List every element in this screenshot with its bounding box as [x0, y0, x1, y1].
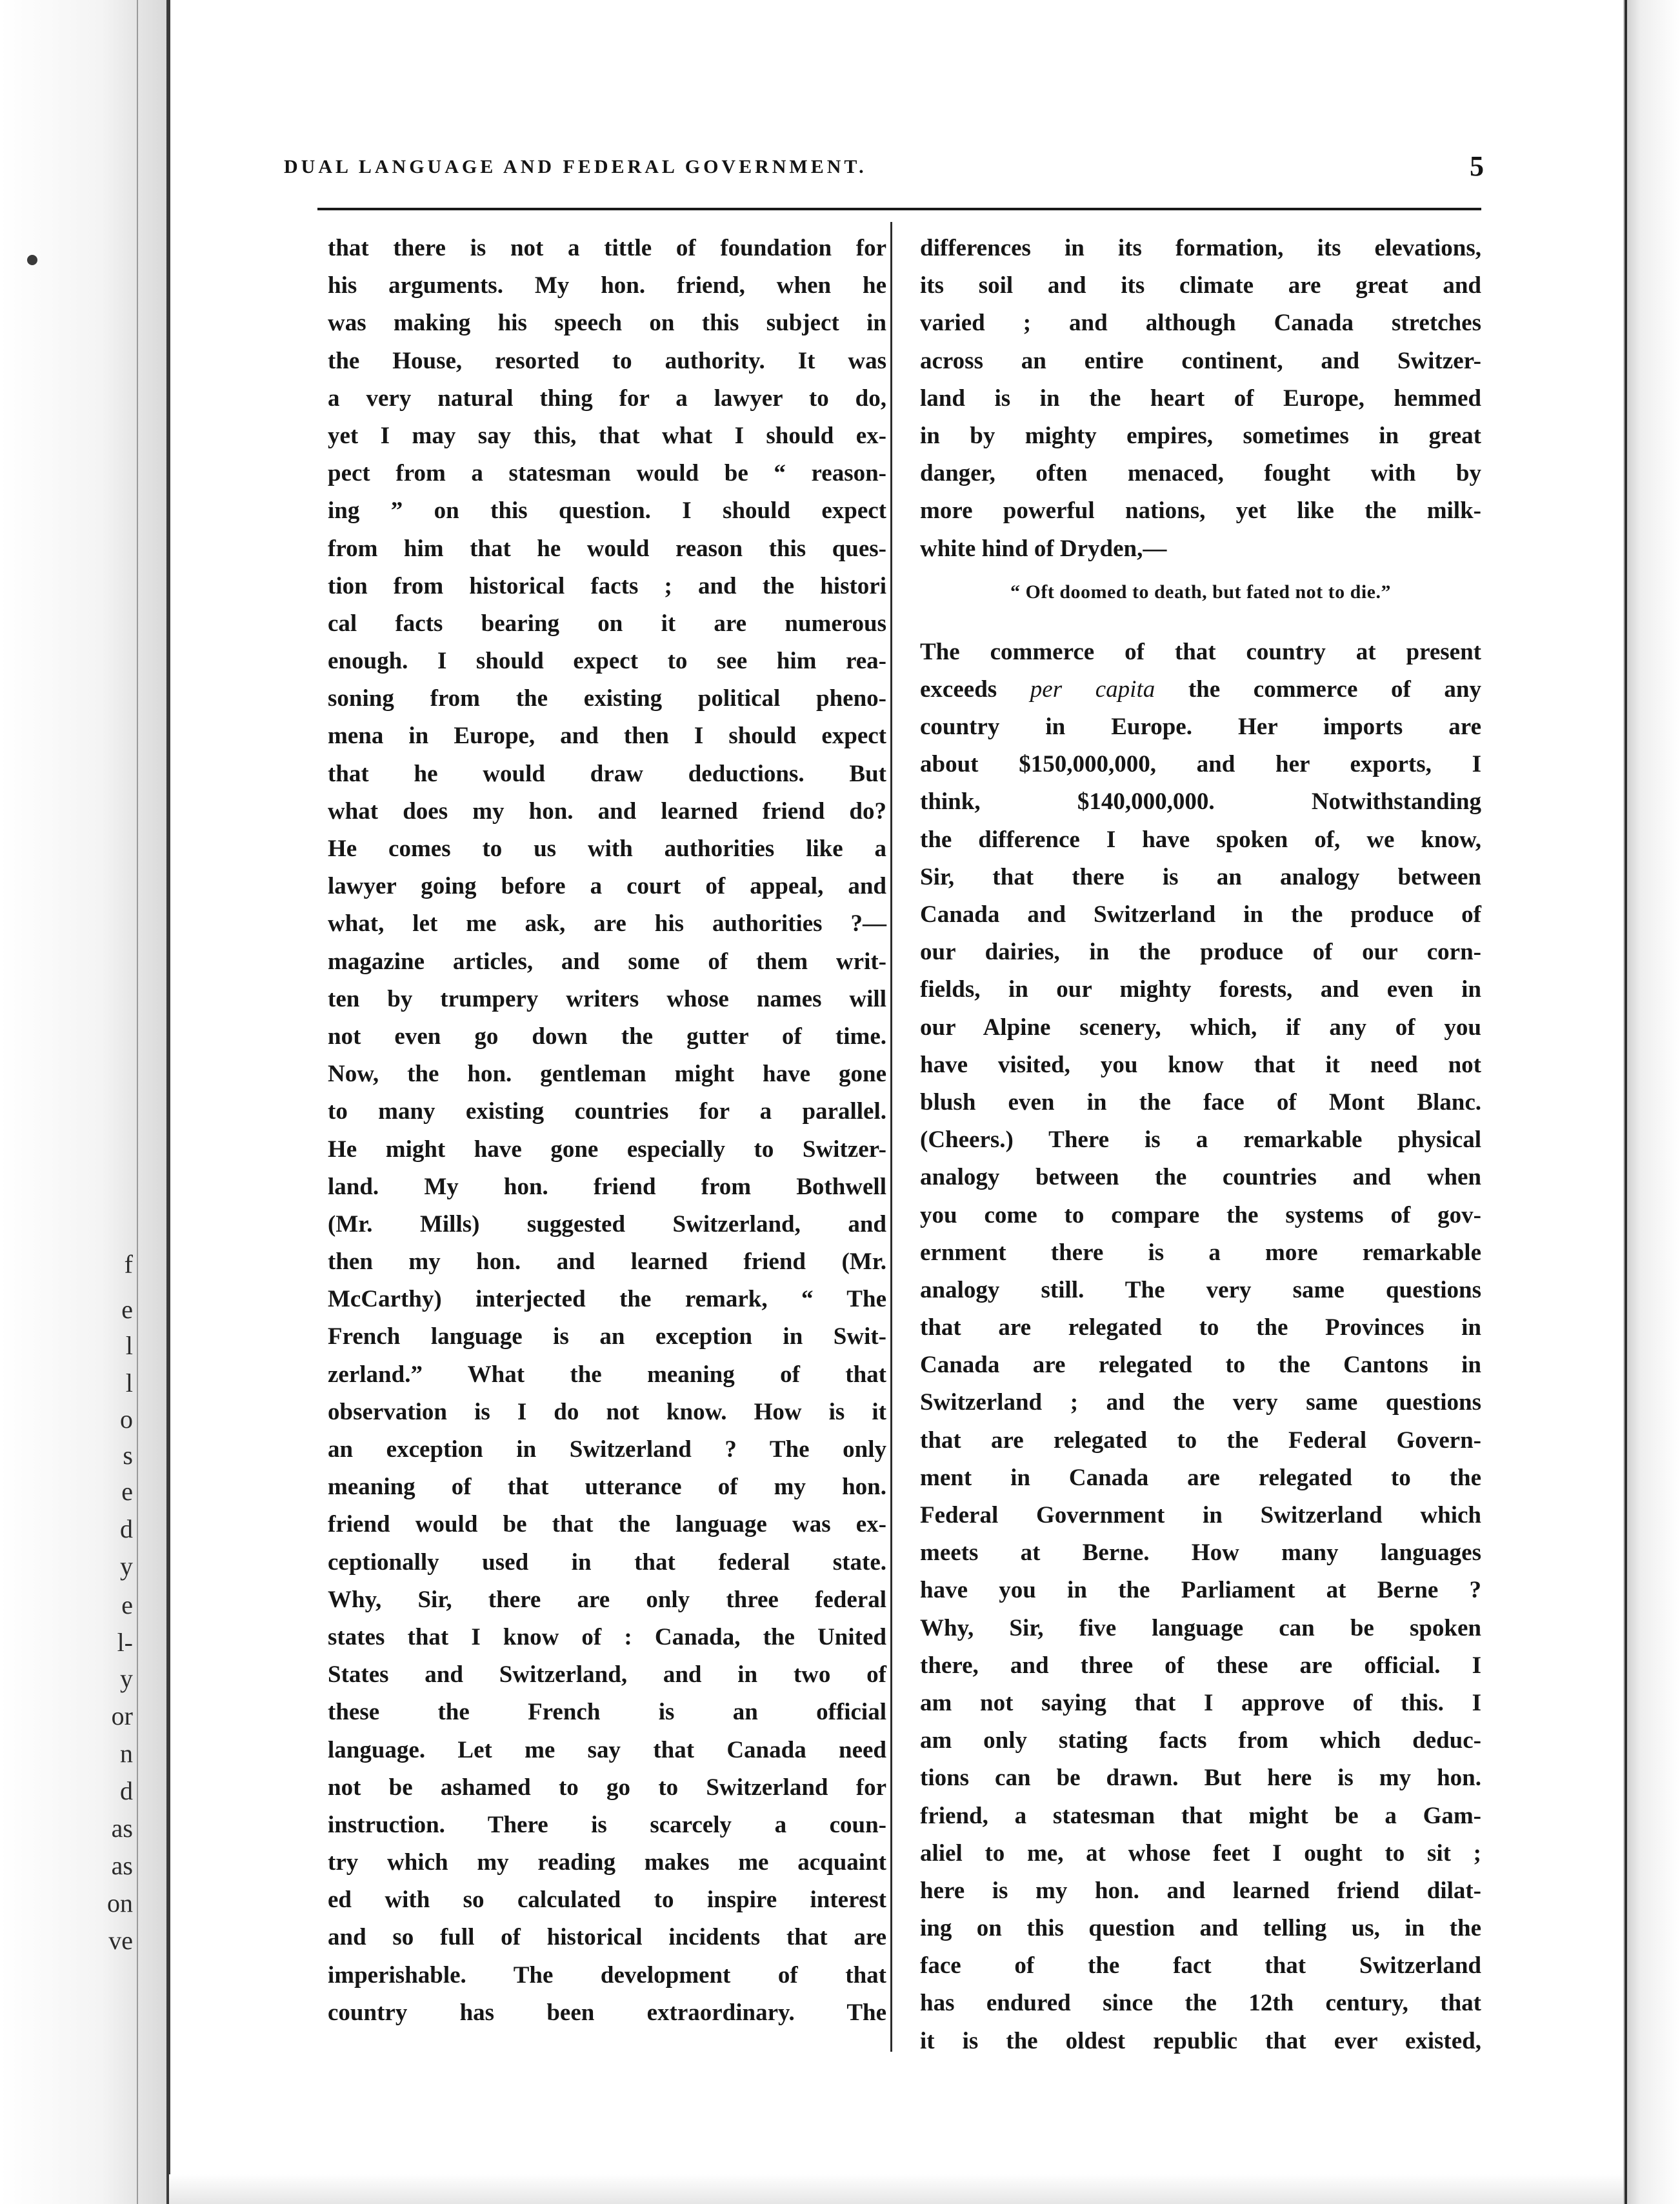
facing-page-bleed — [0, 0, 142, 2204]
bleed-letter: f — [124, 1250, 133, 1279]
page-bottom-shadow — [169, 2174, 1623, 2204]
text-line: Federal Government in Switzerland which — [920, 1502, 1481, 1528]
page-edge-line — [1625, 0, 1627, 2204]
text-line: tion from historical facts ; and the histori — [328, 572, 886, 599]
text-line: land is in the heart of Europe, hemmed — [920, 385, 1481, 412]
text-line: country in Europe. Her imports are — [920, 714, 1481, 741]
text-line: in by mighty empires, sometimes in great — [920, 422, 1481, 449]
text-line: about $150,000,000, and her exports, I — [920, 751, 1481, 778]
verse-quotation: “ Oft doomed to death, but fated not to die.” — [1010, 581, 1391, 603]
text-line: more powerful nations, yet like the milk- — [920, 497, 1481, 525]
text-line: that there is not a tittle of foundation for — [328, 235, 886, 261]
text-line: that are relegated to the Federal Govern- — [920, 1427, 1481, 1454]
text-line: The commerce of that country at present — [920, 638, 1481, 665]
italic-phrase: per capita — [1030, 676, 1155, 703]
text-line: country has been extraordinary. The — [328, 1999, 886, 2026]
text-line: friend, a statesman that might be a Gam- — [920, 1802, 1481, 1829]
bleed-letter: o — [120, 1405, 133, 1434]
text-line: differences in its formation, its elevations, — [920, 235, 1481, 261]
text-line: it is the oldest republic that ever existed, — [920, 2027, 1481, 2054]
text-line: have visited, you know that it need not — [920, 1051, 1481, 1078]
text-line: tions can be drawn. But here is my hon. — [920, 1765, 1481, 1792]
bleed-letter: s — [123, 1441, 133, 1470]
running-title: DUAL LANGUAGE AND FEDERAL GOVERNMENT. — [284, 156, 867, 177]
header-rule — [317, 208, 1481, 210]
binding-edge — [166, 0, 170, 2204]
text-line: states that I know of : Canada, the United — [328, 1623, 886, 1650]
bleed-letter: e — [121, 1295, 133, 1324]
bleed-letter: d — [120, 1514, 133, 1543]
text-line: Now, the hon. gentleman might have gone — [328, 1061, 886, 1088]
bleed-letter: y — [120, 1664, 133, 1693]
text-line: soning from the existing political pheno- — [328, 685, 886, 712]
text-line: mena in Europe, and then I should expect — [328, 723, 886, 750]
text-line: and so full of historical incidents that are — [328, 1924, 886, 1951]
text-line: analogy between the countries and when — [920, 1164, 1481, 1191]
text-line: imperishable. The development of that — [328, 1961, 886, 1989]
text-line: aliel to me, at whose feet I ought to sit ; — [920, 1839, 1481, 1867]
text-line: an exception in Switzerland ? The only — [328, 1436, 886, 1463]
bleed-letter: n — [120, 1739, 133, 1768]
text-line: think, $140,000,000. Notwithstanding — [920, 788, 1481, 816]
text-line: a very natural thing for a lawyer to do, — [328, 385, 886, 412]
bleed-letter: e — [121, 1477, 133, 1506]
right-column-bottom-paragraph — [920, 634, 1481, 2060]
text-line: observation is I do not know. How is it — [328, 1398, 886, 1425]
text-line: zerland.” What the meaning of that — [328, 1361, 886, 1388]
column-divider — [890, 222, 892, 2052]
text-line: exceeds per capita the commerce of any — [920, 676, 1481, 703]
text-line: was making his speech on this subject in — [328, 310, 886, 337]
bleed-letter: or — [111, 1701, 133, 1730]
text-line: our dairies, in the produce of our corn- — [920, 939, 1481, 966]
text-line: Canada and Switzerland in the produce of — [920, 901, 1481, 928]
bleed-letter: d — [120, 1776, 133, 1805]
text-line: have you in the Parliament at Berne ? — [920, 1577, 1481, 1604]
text-line: what, let me ask, are his authorities ?— — [328, 910, 886, 937]
text-line: our Alpine scenery, which, if any of you — [920, 1014, 1481, 1041]
bleed-letter: l- — [117, 1628, 133, 1657]
right-page-margin — [1623, 0, 1680, 2204]
text-line: ment in Canada are relegated to the — [920, 1464, 1481, 1491]
text-line: these the French is an official — [328, 1699, 886, 1726]
text-line: here is my hon. and learned friend dilat- — [920, 1877, 1481, 1904]
text-line: friend would be that the language was ex- — [328, 1511, 886, 1538]
text-line: ed with so calculated to inspire interest — [328, 1887, 886, 1914]
text-line: magazine articles, and some of them writ- — [328, 948, 886, 975]
text-line: you come to compare the systems of gov- — [920, 1201, 1481, 1228]
text-line: instruction. There is scarcely a coun- — [328, 1811, 886, 1838]
left-text-column — [328, 230, 886, 2032]
text-line: (Mr. Mills) suggested Switzerland, and — [328, 1210, 886, 1237]
bleed-letter: on — [107, 1888, 133, 1918]
text-line: to many existing countries for a parallel. — [328, 1098, 886, 1125]
text-line: (Cheers.) There is a remarkable physical — [920, 1127, 1481, 1154]
text-line: ing on this question and telling us, in the — [920, 1915, 1481, 1942]
bleed-letter: as — [111, 1851, 133, 1880]
bleed-letter: e — [121, 1590, 133, 1619]
right-text-column — [920, 230, 1481, 2060]
text-line: varied ; and although Canada stretches — [920, 310, 1481, 337]
text-line: across an entire continent, and Switzer- — [920, 347, 1481, 374]
bleed-letter: y — [120, 1552, 133, 1581]
text-line: ernment there is a more remarkable — [920, 1239, 1481, 1266]
text-line: white hind of Dryden,— — [920, 535, 1167, 562]
text-line: ceptionally used in that federal state. — [328, 1548, 886, 1576]
text-line: land. My hon. friend from Bothwell — [328, 1173, 886, 1200]
text-line: Switzerland ; and the very same questions — [920, 1389, 1481, 1416]
text-line: what does my hon. and learned friend do? — [328, 797, 886, 825]
text-line: He comes to us with authorities like a — [328, 836, 886, 862]
text-line: has endured since the 12th century, that — [920, 1990, 1481, 2017]
bleed-letter: ve — [108, 1926, 133, 1955]
text-line: his arguments. My hon. friend, when he — [328, 272, 886, 299]
text-line: Canada are relegated to the Cantons in — [920, 1352, 1481, 1379]
text-line: Sir, that there is an analogy between — [920, 863, 1481, 890]
text-line: blush even in the face of Mont Blanc. — [920, 1088, 1481, 1116]
text-line: McCarthy) interjected the remark, “ The — [328, 1286, 886, 1313]
text-line: French language is an exception in Swit- — [328, 1323, 886, 1350]
text-line: danger, often menaced, fought with by — [920, 460, 1481, 487]
text-line: analogy still. The very same questions — [920, 1276, 1481, 1303]
bleed-letter: as — [111, 1814, 133, 1843]
text-line: try which my reading makes me acquaint — [328, 1849, 886, 1876]
text-line: the House, resorted to authority. It was — [328, 347, 886, 374]
text-line: Why, Sir, five language can be spoken — [920, 1614, 1481, 1641]
text-line: lawyer going before a court of appeal, and — [328, 873, 886, 900]
text-line: cal facts bearing on it are numerous — [328, 610, 886, 637]
paragraph-gap — [920, 617, 1481, 634]
text-line: Why, Sir, there are only three federal — [328, 1586, 886, 1613]
text-line: language. Let me say that Canada need — [328, 1736, 886, 1763]
bleed-letter: l — [125, 1331, 133, 1360]
text-line: am not saying that I approve of this. I — [920, 1689, 1481, 1716]
text-line: face of the fact that Switzerland — [920, 1952, 1481, 1979]
text-line: am only stating facts from which deduc- — [920, 1727, 1481, 1754]
text-line: pect from a statesman would be “ reason- — [328, 460, 886, 487]
text-line: States and Switzerland, and in two of — [328, 1661, 886, 1688]
text-line: enough. I should expect to see him rea- — [328, 648, 886, 675]
page-number: 5 — [1470, 150, 1484, 182]
text-line: not even go down the gutter of time. — [328, 1023, 886, 1050]
text-line: the difference I have spoken of, we know, — [920, 826, 1481, 853]
text-line: that are relegated to the Provinces in — [920, 1314, 1481, 1341]
text-line: its soil and its climate are great and — [920, 272, 1481, 299]
text-line: meaning of that utterance of my hon. — [328, 1474, 886, 1501]
text-line: not be ashamed to go to Switzerland for — [328, 1774, 886, 1801]
text-line: ing ” on this question. I should expect — [328, 497, 886, 525]
right-column-top-paragraph — [920, 230, 1481, 568]
text-line: fields, in our mighty forests, and even in — [920, 976, 1481, 1003]
text-line: ten by trumpery writers whose names will — [328, 985, 886, 1012]
text-line: that he would draw deductions. But — [328, 760, 886, 787]
text-line: meets at Berne. How many languages — [920, 1539, 1481, 1567]
text-line: then my hon. and learned friend (Mr. — [328, 1248, 886, 1276]
text-line: yet I may say this, that what I should ex- — [328, 422, 886, 449]
text-line: there, and three of these are official. I — [920, 1652, 1481, 1679]
bleed-letter: l — [125, 1368, 133, 1398]
text-line: He might have gone especially to Switzer- — [328, 1136, 886, 1163]
text-line: from him that he would reason this ques- — [328, 535, 886, 562]
